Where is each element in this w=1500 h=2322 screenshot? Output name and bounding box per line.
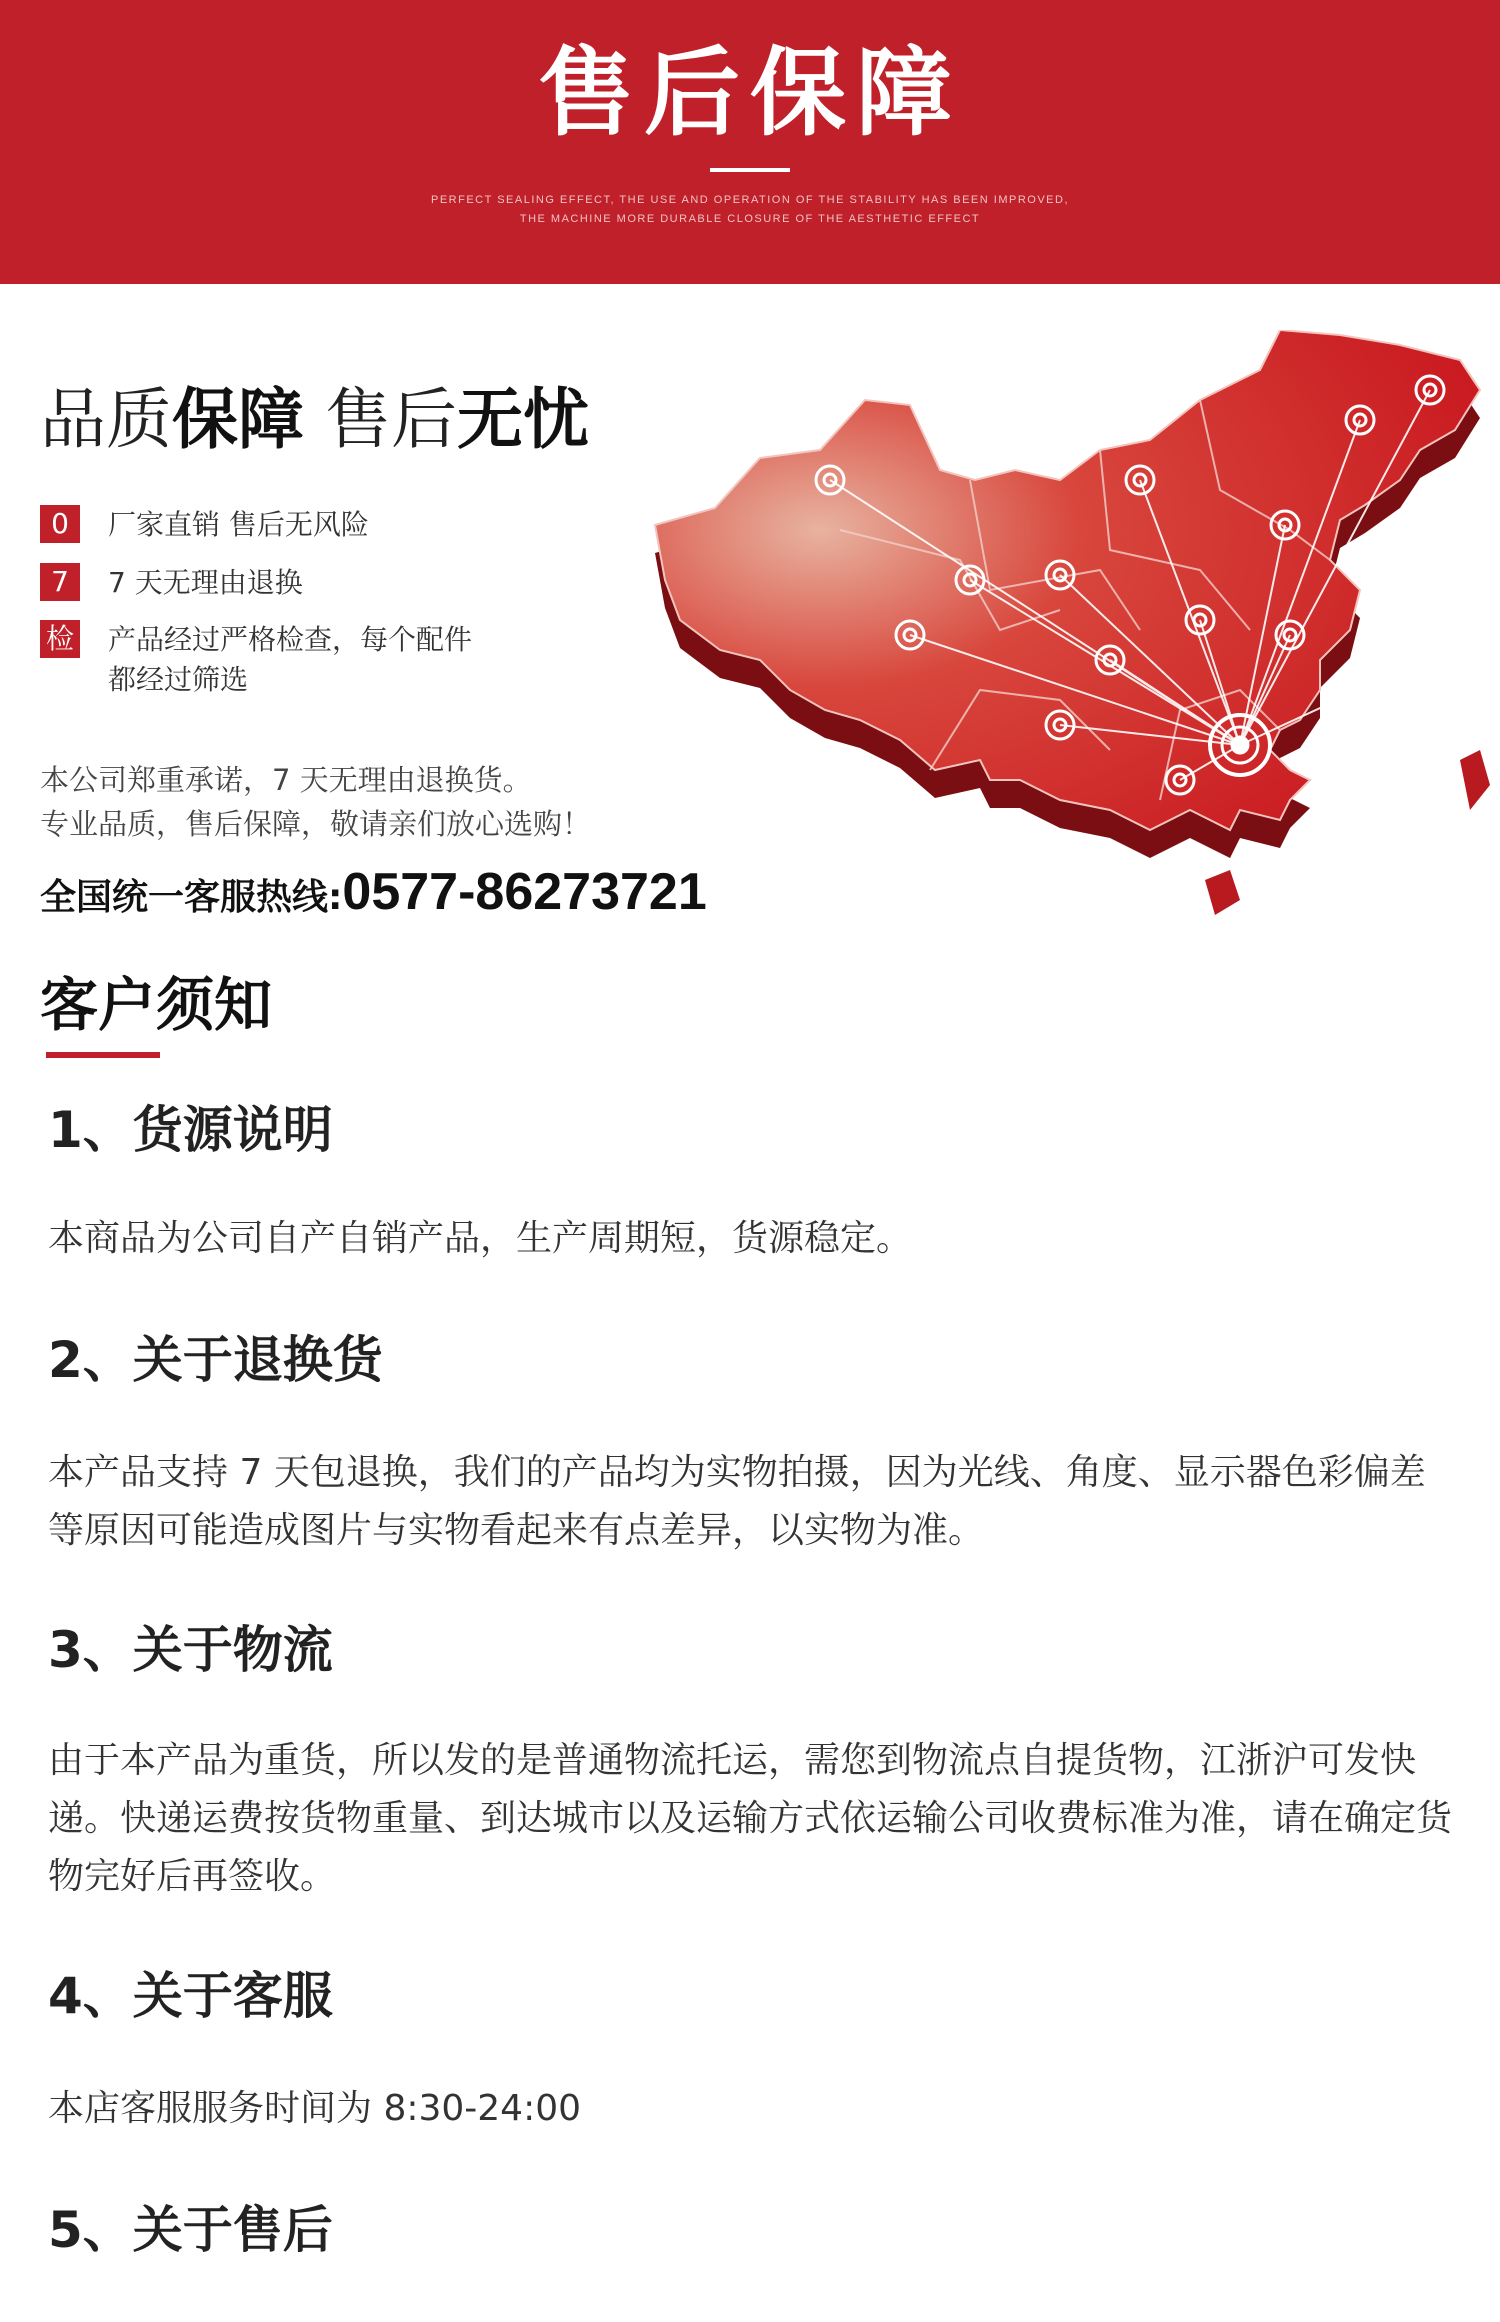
notice-title: 客户须知: [40, 971, 273, 1039]
section-title: 1、货源说明: [48, 1101, 333, 1159]
promise-line2: 专业品质，售后保障，敬请亲们放心选购！: [40, 807, 592, 841]
feature-text-line1: 产品经过严格检查，每个配件: [108, 623, 473, 656]
notice-title-underline: [46, 1052, 160, 1058]
slogan-part1: 品质: [40, 381, 172, 458]
feature-text: 厂家直销 售后无风险: [108, 508, 369, 541]
banner-divider: [710, 168, 790, 172]
section-title: 4、关于客服: [48, 1967, 333, 2025]
banner-subtitle-line2: THE MACHINE MORE DURABLE CLOSURE OF THE AESTHETIC EFFECT: [519, 213, 981, 225]
section-body: 由于本产品为重货，所以发的是普通物流托运，需您到物流点自提货物，江浙沪可发快递。快递运费按货物重量、到达城市以及运输方式依运输公司收费标准为准，请在确定货物完好后再签收。: [48, 1740, 1453, 1897]
banner-title: 售后保障: [538, 37, 962, 149]
feature-text: 7 天无理由退换: [108, 566, 303, 599]
feature-badge: 检: [40, 620, 80, 658]
section-body: 本商品为公司自产自销产品，生产周期短，货源稳定。: [48, 1218, 913, 1259]
hotline-number[interactable]: 0577-86273721: [342, 863, 707, 921]
feature-badge: 7: [40, 563, 80, 601]
feature-text-line2: 都经过筛选: [108, 663, 249, 696]
slogan: [40, 380, 589, 460]
feature-badge: 0: [40, 505, 80, 543]
slogan-part3: 售后: [324, 381, 457, 458]
section-body: 本产品支持 7 天包退换，我们的产品均为实物拍摄，因为光线、角度、显示器色彩偏差等原因可能造成图片与实物看起来有点差异，以实物为准。: [48, 1452, 1426, 1551]
banner-subtitle-line1: PERFECT SEALING EFFECT, THE USE AND OPERATION OF THE STABILITY HAS BEEN IMPROVED,: [431, 194, 1069, 206]
section-title: 3、关于物流: [48, 1621, 333, 1679]
china-map-icon: [640, 330, 1500, 980]
header-banner: [0, 0, 1500, 284]
hotline-label: 全国统一客服热线:: [40, 877, 343, 918]
section-title: 2、关于退换货: [48, 1331, 383, 1389]
section-body: 本店客服服务时间为 8:30-24:00: [48, 2088, 582, 2129]
promise-line1: 本公司郑重承诺，7 天无理由退换货。: [40, 763, 532, 797]
feature-text: [108, 620, 472, 700]
section-title: 5、关于售后: [48, 2201, 333, 2259]
slogan-part4: 无忧: [456, 381, 589, 458]
hotline: [40, 862, 707, 922]
slogan-part2: 保障: [172, 381, 304, 458]
